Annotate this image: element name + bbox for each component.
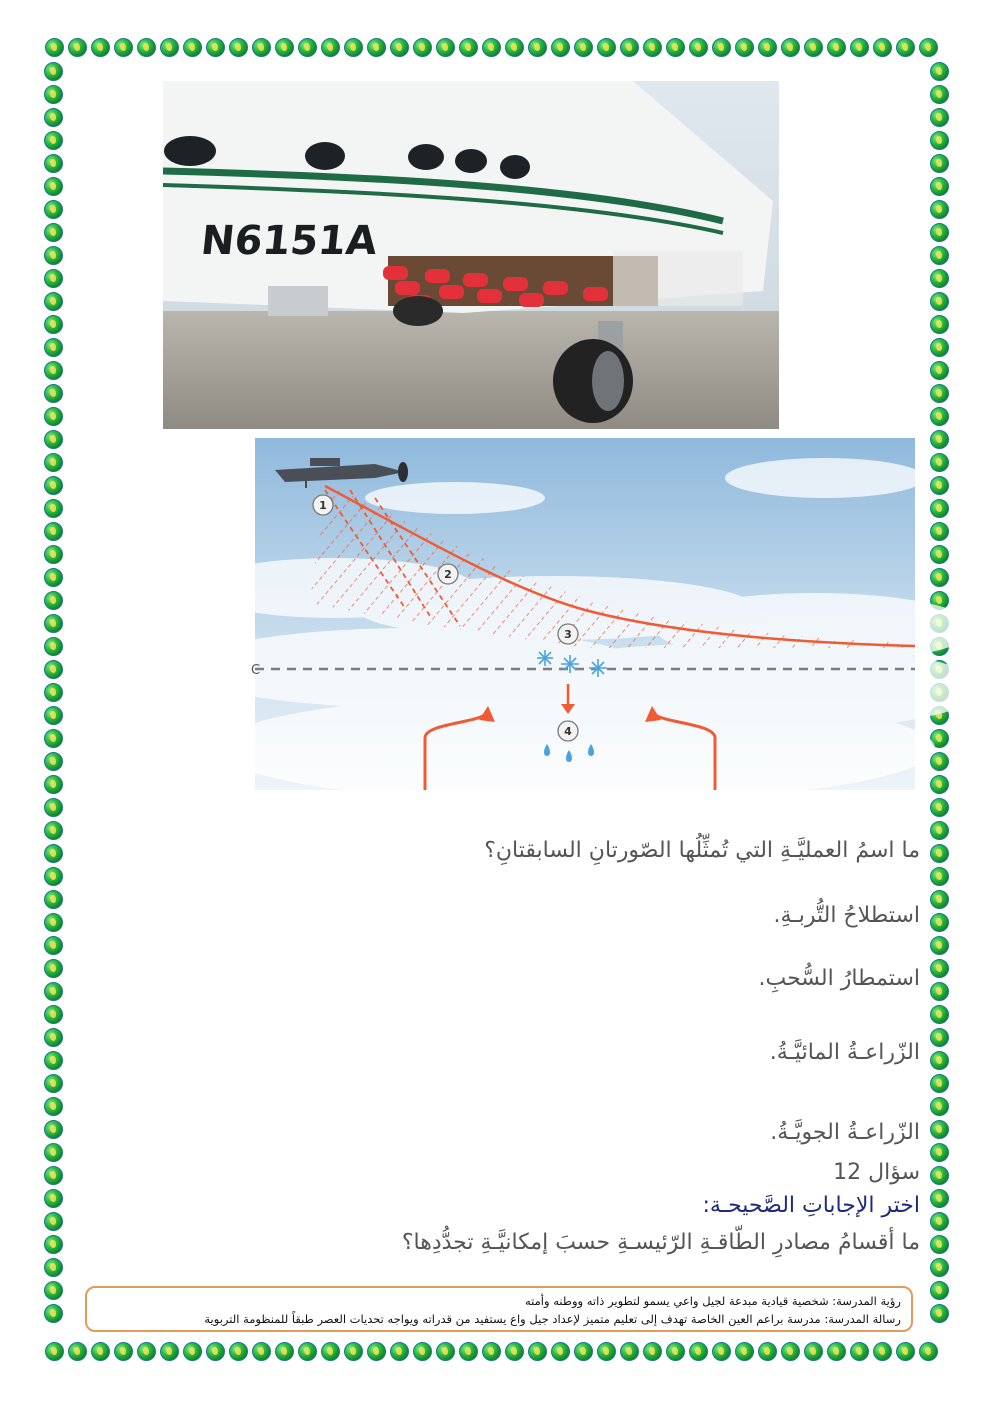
- globe-border-icon: [206, 38, 225, 57]
- globe-border-icon: [44, 844, 63, 863]
- globe-border-icon: [930, 1051, 949, 1070]
- globe-border-icon: [930, 200, 949, 219]
- globe-border-icon: [137, 1342, 156, 1361]
- globe-border-icon: [321, 1342, 340, 1361]
- globe-border-icon: [930, 62, 949, 81]
- globe-border-icon: [44, 476, 63, 495]
- globe-border-icon: [44, 1074, 63, 1093]
- globe-border-icon: [827, 1342, 846, 1361]
- globe-border-icon: [528, 38, 547, 57]
- globe-border-icon: [44, 1304, 63, 1323]
- aircraft-registration: N6151A: [198, 218, 380, 264]
- globe-border-icon: [758, 1342, 777, 1361]
- globe-border-icon: [712, 1342, 731, 1361]
- globe-border-icon: [930, 430, 949, 449]
- globe-border-icon: [183, 38, 202, 57]
- globe-border-icon: [68, 1342, 87, 1361]
- globe-border-icon: [930, 798, 949, 817]
- globe-border-icon: [597, 1342, 616, 1361]
- globe-border-icon: [44, 959, 63, 978]
- globe-border-icon: [930, 522, 949, 541]
- globe-border-icon: [44, 752, 63, 771]
- globe-border-icon: [735, 38, 754, 57]
- globe-border-icon: [44, 683, 63, 702]
- globe-border-icon: [45, 1342, 64, 1361]
- question-1-text: ما اسمُ العمليَّـةِ التي تُمثِّلُها الصّورتانِ السابقتانِ؟: [484, 838, 920, 863]
- globe-border-icon: [44, 1189, 63, 1208]
- question-1-option-a[interactable]: استطلاحُ التُّربـةِ.: [773, 903, 920, 928]
- globe-border-icon: [44, 499, 63, 518]
- globe-border-icon: [44, 1120, 63, 1139]
- globe-border-icon: [436, 1342, 455, 1361]
- globe-border-icon: [44, 200, 63, 219]
- step-1-label: 1: [319, 499, 327, 512]
- globe-border-icon: [44, 246, 63, 265]
- question-2-instruction: اختر الإجاباتِ الصَّحيحـة:: [702, 1193, 920, 1218]
- globe-border-icon: [930, 246, 949, 265]
- globe-border-icon: [930, 292, 949, 311]
- globe-border-icon: [44, 545, 63, 564]
- globe-border-icon: [229, 1342, 248, 1361]
- globe-border-icon: [44, 85, 63, 104]
- globe-border-icon: [930, 131, 949, 150]
- globe-border-icon: [44, 292, 63, 311]
- globe-border-icon: [930, 223, 949, 242]
- globe-border-icon: [275, 1342, 294, 1361]
- globe-border-icon: [930, 936, 949, 955]
- globe-border-icon: [390, 38, 409, 57]
- globe-border-icon: [781, 1342, 800, 1361]
- globe-border-icon: [275, 38, 294, 57]
- globe-border-icon: [930, 338, 949, 357]
- globe-border-icon: [930, 775, 949, 794]
- globe-border-icon: [930, 384, 949, 403]
- globe-border-icon: [44, 913, 63, 932]
- globe-border-icon: [160, 38, 179, 57]
- globe-border-icon: [930, 1281, 949, 1300]
- step-4-label: 4: [564, 725, 572, 738]
- globe-border-icon: [930, 407, 949, 426]
- globe-border-icon: [873, 1342, 892, 1361]
- globe-border-icon: [45, 38, 64, 57]
- globe-border-icon: [930, 476, 949, 495]
- globe-border-icon: [44, 338, 63, 357]
- school-footer: [85, 1286, 913, 1332]
- globe-border-icon: [804, 38, 823, 57]
- globe-border-icon: [930, 890, 949, 909]
- globe-border-icon: [896, 38, 915, 57]
- globe-border-icon: [44, 821, 63, 840]
- globe-border-icon: [930, 1212, 949, 1231]
- globe-border-icon: [873, 38, 892, 57]
- globe-border-icon: [44, 1005, 63, 1024]
- globe-border-icon: [367, 1342, 386, 1361]
- globe-border-icon: [930, 1028, 949, 1047]
- step-2-label: 2: [444, 568, 452, 581]
- globe-border-icon: [930, 315, 949, 334]
- globe-border-icon: [930, 568, 949, 587]
- globe-border-icon: [930, 913, 949, 932]
- globe-border-icon: [528, 1342, 547, 1361]
- globe-border-icon: [758, 38, 777, 57]
- globe-border-icon: [930, 1189, 949, 1208]
- globe-border-icon: [781, 38, 800, 57]
- globe-border-icon: [252, 38, 271, 57]
- globe-border-icon: [44, 269, 63, 288]
- globe-border-icon: [44, 867, 63, 886]
- globe-border-icon: [930, 959, 949, 978]
- globe-border-icon: [919, 1342, 938, 1361]
- globe-border-icon: [459, 1342, 478, 1361]
- globe-border-icon: [44, 798, 63, 817]
- globe-border-icon: [505, 38, 524, 57]
- globe-border-icon: [930, 1166, 949, 1185]
- globe-border-icon: [183, 1342, 202, 1361]
- globe-border-icon: [44, 1258, 63, 1277]
- globe-border-icon: [137, 38, 156, 57]
- globe-border-icon: [551, 1342, 570, 1361]
- globe-border-icon: [413, 38, 432, 57]
- page-border-bottom: [43, 1342, 940, 1361]
- globe-border-icon: [919, 38, 938, 57]
- globe-border-icon: [930, 453, 949, 472]
- globe-border-icon: [252, 1342, 271, 1361]
- globe-border-icon: [344, 1342, 363, 1361]
- globe-border-icon: [44, 315, 63, 334]
- globe-border-icon: [459, 38, 478, 57]
- globe-border-icon: [44, 430, 63, 449]
- question-2-number: سؤال 12: [833, 1160, 920, 1185]
- globe-border-icon: [298, 38, 317, 57]
- globe-border-icon: [44, 936, 63, 955]
- globe-border-icon: [930, 844, 949, 863]
- globe-border-icon: [321, 38, 340, 57]
- globe-border-icon: [68, 38, 87, 57]
- school-vision: رؤية المدرسة: شخصية قيادية مبدعة لجيل واعي يسمو لتطوير ذاته ووطنه وأمته: [525, 1294, 901, 1308]
- globe-border-icon: [44, 177, 63, 196]
- page-border-top: [43, 38, 940, 57]
- globe-border-icon: [44, 706, 63, 725]
- globe-border-icon: [44, 407, 63, 426]
- globe-border-icon: [551, 38, 570, 57]
- globe-border-icon: [44, 453, 63, 472]
- globe-border-icon: [44, 568, 63, 587]
- question-1-option-c[interactable]: الزّراعـةُ المائيَّـةُ.: [769, 1040, 920, 1065]
- globe-border-icon: [44, 1143, 63, 1162]
- globe-border-icon: [574, 38, 593, 57]
- globe-border-icon: [930, 1143, 949, 1162]
- globe-border-icon: [482, 38, 501, 57]
- globe-border-icon: [44, 1281, 63, 1300]
- globe-border-icon: [689, 1342, 708, 1361]
- globe-border-icon: [114, 38, 133, 57]
- step-3-label: 3: [564, 628, 572, 641]
- globe-border-icon: [930, 1120, 949, 1139]
- globe-border-icon: [482, 1342, 501, 1361]
- globe-border-icon: [850, 1342, 869, 1361]
- globe-border-icon: [850, 38, 869, 57]
- globe-border-icon: [413, 1342, 432, 1361]
- globe-border-icon: [712, 38, 731, 57]
- globe-border-icon: [44, 1235, 63, 1254]
- globe-border-icon: [44, 660, 63, 679]
- globe-border-icon: [44, 361, 63, 380]
- globe-border-icon: [930, 1304, 949, 1323]
- globe-border-icon: [44, 1051, 63, 1070]
- globe-border-icon: [827, 38, 846, 57]
- globe-border-icon: [643, 38, 662, 57]
- globe-border-icon: [597, 38, 616, 57]
- globe-border-icon: [206, 1342, 225, 1361]
- page-border-left: [44, 60, 63, 1325]
- globe-border-icon: [91, 1342, 110, 1361]
- globe-border-icon: [44, 637, 63, 656]
- globe-border-icon: [44, 131, 63, 150]
- globe-border-icon: [930, 269, 949, 288]
- globe-border-icon: [620, 38, 639, 57]
- globe-border-icon: [896, 1342, 915, 1361]
- globe-border-icon: [930, 1235, 949, 1254]
- globe-border-icon: [930, 821, 949, 840]
- globe-border-icon: [505, 1342, 524, 1361]
- globe-border-icon: [44, 522, 63, 541]
- globe-border-icon: [930, 1005, 949, 1024]
- globe-border-icon: [930, 867, 949, 886]
- globe-border-icon: [44, 1166, 63, 1185]
- question-1-option-d[interactable]: الزّراعـةُ الجويَّـةُ.: [770, 1120, 920, 1145]
- globe-border-icon: [44, 1212, 63, 1231]
- globe-border-icon: [44, 384, 63, 403]
- globe-border-icon: [44, 108, 63, 127]
- globe-border-icon: [930, 108, 949, 127]
- globe-border-icon: [735, 1342, 754, 1361]
- globe-border-icon: [44, 223, 63, 242]
- globe-border-icon: [44, 614, 63, 633]
- globe-border-icon: [930, 154, 949, 173]
- globe-border-icon: [643, 1342, 662, 1361]
- globe-border-icon: [390, 1342, 409, 1361]
- globe-border-icon: [930, 361, 949, 380]
- altitude-level-label: C: [251, 663, 261, 678]
- airplane-photo: [163, 81, 779, 429]
- question-2-text: ما أقسامُ مصادرِ الطّاقـةِ الرّئيسـةِ حسبَ إمكانيَّـةِ تجدُّدِها؟: [401, 1230, 920, 1255]
- globe-border-icon: [666, 1342, 685, 1361]
- globe-border-icon: [930, 1258, 949, 1277]
- globe-border-icon: [44, 154, 63, 173]
- globe-border-icon: [44, 890, 63, 909]
- globe-border-icon: [114, 1342, 133, 1361]
- globe-border-icon: [930, 499, 949, 518]
- question-1-option-b[interactable]: استمطارُ السُّحبِ.: [758, 966, 920, 991]
- globe-border-icon: [930, 752, 949, 771]
- globe-border-icon: [930, 982, 949, 1001]
- cloud-seeding-diagram: [251, 438, 915, 790]
- globe-border-icon: [44, 775, 63, 794]
- globe-border-icon: [666, 38, 685, 57]
- globe-border-icon: [574, 1342, 593, 1361]
- globe-border-icon: [91, 38, 110, 57]
- globe-border-icon: [804, 1342, 823, 1361]
- globe-border-icon: [44, 982, 63, 1001]
- globe-border-icon: [367, 38, 386, 57]
- globe-border-icon: [436, 38, 455, 57]
- globe-border-icon: [930, 1074, 949, 1093]
- school-mission: رسالة المدرسة: مدرسة براعم العين الخاصة تهدف إلى تعليم متميز لإعداد جيل واع يستفيد من قدراته ويواجه تحديات العصر طبقاً للمنظومة التربوية: [204, 1312, 901, 1326]
- globe-border-icon: [930, 85, 949, 104]
- globe-border-icon: [620, 1342, 639, 1361]
- globe-border-icon: [344, 38, 363, 57]
- globe-border-icon: [229, 38, 248, 57]
- globe-border-icon: [160, 1342, 179, 1361]
- globe-border-icon: [298, 1342, 317, 1361]
- globe-border-icon: [930, 1097, 949, 1116]
- globe-border-icon: [689, 38, 708, 57]
- globe-border-icon: [44, 1028, 63, 1047]
- globe-border-icon: [44, 591, 63, 610]
- globe-border-icon: [44, 729, 63, 748]
- globe-border-icon: [930, 545, 949, 564]
- globe-border-icon: [930, 177, 949, 196]
- globe-border-icon: [44, 1097, 63, 1116]
- globe-border-icon: [44, 62, 63, 81]
